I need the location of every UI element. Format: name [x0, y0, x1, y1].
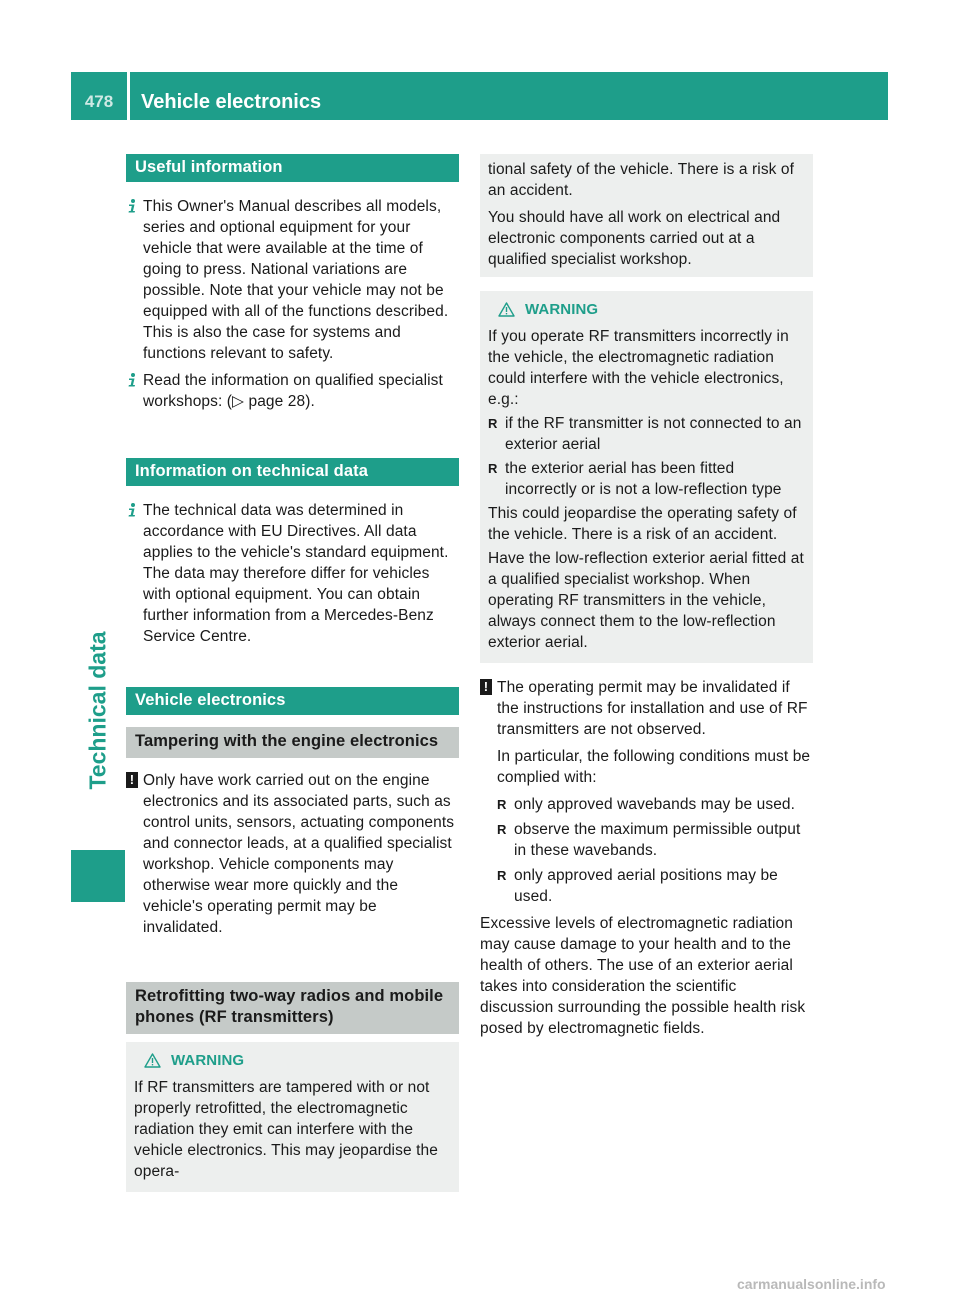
side-tab-label: Technical data — [84, 630, 111, 790]
warning-box — [480, 291, 813, 663]
page-title: Vehicle electronics — [141, 91, 322, 113]
bullet-item — [497, 865, 813, 907]
warning-text: If RF transmitters are tampered with or not properly retrofitted, the electromagnetic radiation they emit can interfere with the vehicle electronics. This may jeopardise the opera- — [134, 1079, 438, 1180]
bullet-text: if the RF transmitter is not connected to an exterior aerial — [505, 415, 802, 453]
warning-label: WARNING — [171, 1052, 245, 1069]
vehicle-electronics-heading: Vehicle electronics — [126, 687, 459, 715]
caution-subtext: In particular, the following conditions must be complied with: — [497, 748, 811, 786]
caution-note — [126, 770, 459, 938]
tampering-heading: Tampering with the engine electronics — [126, 727, 459, 758]
warning-text: You should have all work on electrical and electronic components carried out at a qualified specialist workshop. — [488, 209, 781, 268]
warning-text: tional safety of the vehicle. There is a risk of an accident. — [488, 161, 795, 199]
caution-text: The operating permit may be invalidated if the instructions for installation and use of RF transmitters are not observed. — [497, 679, 808, 738]
caution-text: Only have work carried out on the engine electronics and its associated parts, such as control units, sensors, actuating components and connector leads, at a qualified specialist workshop. Vehicle components may otherwise wear more quickly and the vehicle's operating permit may be invalidated. — [143, 772, 455, 936]
warning-text: Have the low-reflection exterior aerial fitted at a qualified specialist workshop. When operating RF transmitters in the vehicle, always connect them to the low-reflection exterior aerial. — [488, 550, 804, 651]
caution-icon: ! — [480, 679, 492, 695]
tech-data-heading: Information on technical data — [126, 458, 459, 486]
note-text: This Owner's Manual describes all models, series and optional equipment for your vehicle that were available at the time of going to press. National variations are possible. Note that your vehicle may not be equipped with all of the functions described. This is also the case for systems and functions relevant to safety. — [143, 198, 449, 362]
side-tab — [71, 580, 125, 840]
right-column — [480, 154, 813, 1039]
bullet-text: only approved aerial positions may be used. — [514, 867, 778, 905]
warning-intro: If you operate RF transmitters incorrectly in the vehicle, the electromagnetic radiation could interfere with the vehicle electronics, e.g.: — [488, 328, 789, 408]
warning-header — [488, 299, 805, 320]
info-note — [126, 196, 459, 364]
info-note — [126, 500, 459, 647]
warning-header — [134, 1050, 451, 1071]
header-divider — [127, 72, 130, 120]
bullet-text: the exterior aerial has been fitted incorrectly or is not a low-reflection type — [505, 460, 782, 498]
bullet-text: only approved wavebands may be used. — [514, 796, 796, 813]
bullet-item — [488, 413, 805, 455]
closing-paragraph: Excessive levels of electromagnetic radiation may cause damage to your health and to the health of others. The use of an exterior aerial takes into consideration the scientific discussion surrounding the possible health risk posed by electromagnetic fields. — [480, 915, 806, 1037]
bullet-text: observe the maximum permissible output in these wavebands. — [514, 821, 801, 859]
warning-box-continued — [480, 154, 813, 277]
note-text: The technical data was determined in accordance with EU Directives. All data applies to the vehicle's standard equipment. The data may therefore differ for vehicles with optional equipment. You can obtain further information from a Mercedes-Benz Service Centre. — [143, 502, 449, 645]
caution-note — [480, 677, 813, 907]
warning-box — [126, 1042, 459, 1192]
page-number: 478 — [84, 92, 114, 111]
useful-info-heading: Useful information — [126, 154, 459, 182]
warning-text: This could jeopardise the operating safety of the vehicle. There is a risk of an accident. — [488, 505, 797, 543]
warning-triangle-icon — [144, 1053, 161, 1068]
side-tab-marker — [71, 850, 125, 902]
retrofitting-heading: Retrofitting two-way radios and mobile phones (RF transmitters) — [126, 982, 459, 1034]
bullet-item — [497, 819, 813, 861]
warning-label: WARNING — [525, 301, 599, 318]
info-icon — [126, 199, 138, 213]
info-icon — [126, 373, 138, 387]
warning-triangle-icon — [498, 302, 515, 317]
info-note — [126, 370, 459, 412]
watermark: carmanualsonline.info — [737, 1276, 886, 1292]
bullet-item — [488, 458, 805, 500]
left-column — [126, 154, 459, 1192]
note-text: Read the information on qualified specialist workshops: (▷ page 28). — [143, 372, 443, 410]
bullet-item — [497, 794, 813, 815]
info-icon — [126, 503, 138, 517]
caution-icon: ! — [126, 772, 138, 788]
